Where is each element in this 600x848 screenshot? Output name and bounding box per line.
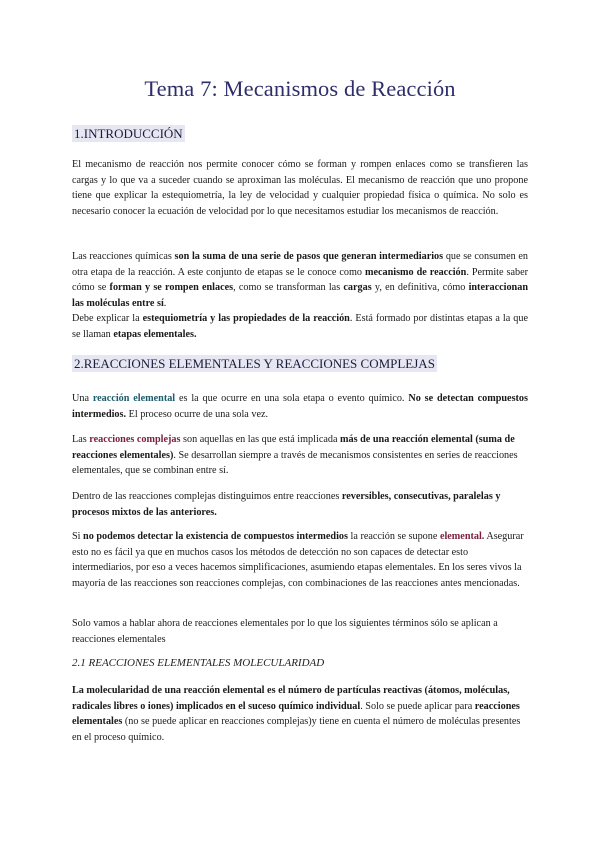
paragraph-tipos-complejas (72, 489, 528, 520)
bold-run: mecanismo de reacción (364, 266, 467, 278)
paragraph-intro: El mecanismo de reacción nos permite conocer cómo se forman y rompen enlaces como se transfieren las cargas y lo que va a suceder cuando se aproximan las moléculas. El mecanismo de reacción que uno propone tiene que explicar la estequiometría, la ley de velocidad y cualquier propiedad física o química. No solo es necesario conocer la ecuación de velocidad por lo que necesitamos estudiar los mecanismos de reacción. (72, 159, 528, 217)
bold-run: estequiometría y las propiedades de la reacción (142, 313, 350, 324)
section-heading-reacciones-elementales: 2.REACCIONES ELEMENTALES Y REACCIONES COMPLEJAS (74, 356, 435, 371)
bold-run: reacciones elementales (72, 700, 520, 727)
highlight-run: elemental. (439, 531, 485, 542)
text-run: . Permite saber cómo se (72, 266, 528, 293)
bold-run: La molecularidad de una reacción elemental es el número de partículas reactivas (átomos, moléculas, radicales libres o iones) implicados en el suceso químico individual (72, 685, 510, 712)
text-run: la reacción se supone (348, 531, 440, 542)
section-heading-introduccion: 1.INTRODUCCIÓN (74, 126, 183, 141)
bold-run: reversibles, consecutivas, paralelas y procesos mixtos de las anteriores. (72, 491, 501, 518)
bold-run: son la suma de una serie de pasos que generan intermediarios (174, 251, 444, 262)
bold-run: No se detectan compuestos intermedios. (72, 393, 528, 420)
text-run: Debe explicar la (72, 313, 143, 324)
text-run: que se consumen en otra etapa de la reacción. A este conjunto de etapas se le conoce como (72, 251, 528, 278)
text-run: . Está formado por distintas etapas a la que se llaman (72, 313, 528, 340)
bold-run: no podemos detectar la existencia de compuestos intermedios (83, 531, 348, 542)
text-run: . Solo se puede aplicar para (360, 700, 475, 712)
text-run: y, en definitiva, cómo (371, 282, 469, 293)
text-run: Dentro de las reacciones complejas distinguimos entre reacciones (72, 491, 342, 502)
paragraph-reacciones-quimicas (72, 249, 528, 342)
paragraph-molecularidad (72, 683, 528, 745)
bold-run: forman y se rompen enlaces (109, 282, 234, 293)
text-run: , como se transforman las (233, 282, 344, 293)
text-run: (no se puede aplicar en reacciones complejas)y tiene en cuenta el número de moléculas presentes en el proceso químico. (72, 716, 521, 743)
bold-run: interaccionan las moléculas entre sí (72, 282, 528, 309)
text-run: . (163, 297, 167, 309)
page-title: Tema 7: Mecanismos de Reacción (144, 76, 456, 101)
bold-run: más de una reacción elemental (suma de reacciones elementales) (72, 434, 515, 461)
text-run: Una (72, 393, 93, 404)
highlight-run: reacciones complejas (89, 434, 181, 445)
text-run: Si (72, 531, 84, 542)
text-run: es la que ocurre en una sola etapa o evento químico. (175, 393, 409, 404)
text-run: . Se desarrollan siempre a través de mecanismos consistentes en series de reacciones elementales, que se combinan entre sí. (72, 449, 518, 476)
paragraph-reacciones-complejas (72, 432, 528, 479)
paragraph-reaccion-elemental (72, 391, 528, 422)
subsection-heading-molecularidad: 2.1 REACCIONES ELEMENTALES MOLECULARIDAD (72, 657, 325, 669)
text-run: Las (72, 434, 90, 445)
text-run: son aquellas en las que está implicada (180, 434, 341, 445)
bold-run: etapas elementales. (113, 328, 197, 340)
bold-run: cargas (343, 282, 372, 293)
text-run: El proceso ocurre de una sola vez. (126, 408, 269, 420)
text-run: Las reacciones químicas (72, 251, 175, 262)
paragraph-solo-elementales: Solo vamos a hablar ahora de reacciones elementales por lo que los siguientes términos sólo se aplican a reacciones elementales (72, 618, 498, 645)
text-run: Asegurar esto no es fácil ya que en muchos casos los métodos de detección no son capaces de detectar esto intermediarios, por eso a veces hacemos simplificaciones, asumiendo etapas elementales. En los seres vivos la mayoría de las reacciones son reacciones complejas, con combinaciones de las reacciones antes mencionadas. (72, 531, 524, 589)
paragraph-deteccion-intermedios (72, 529, 528, 591)
highlight-run: reacción elemental (92, 393, 176, 404)
